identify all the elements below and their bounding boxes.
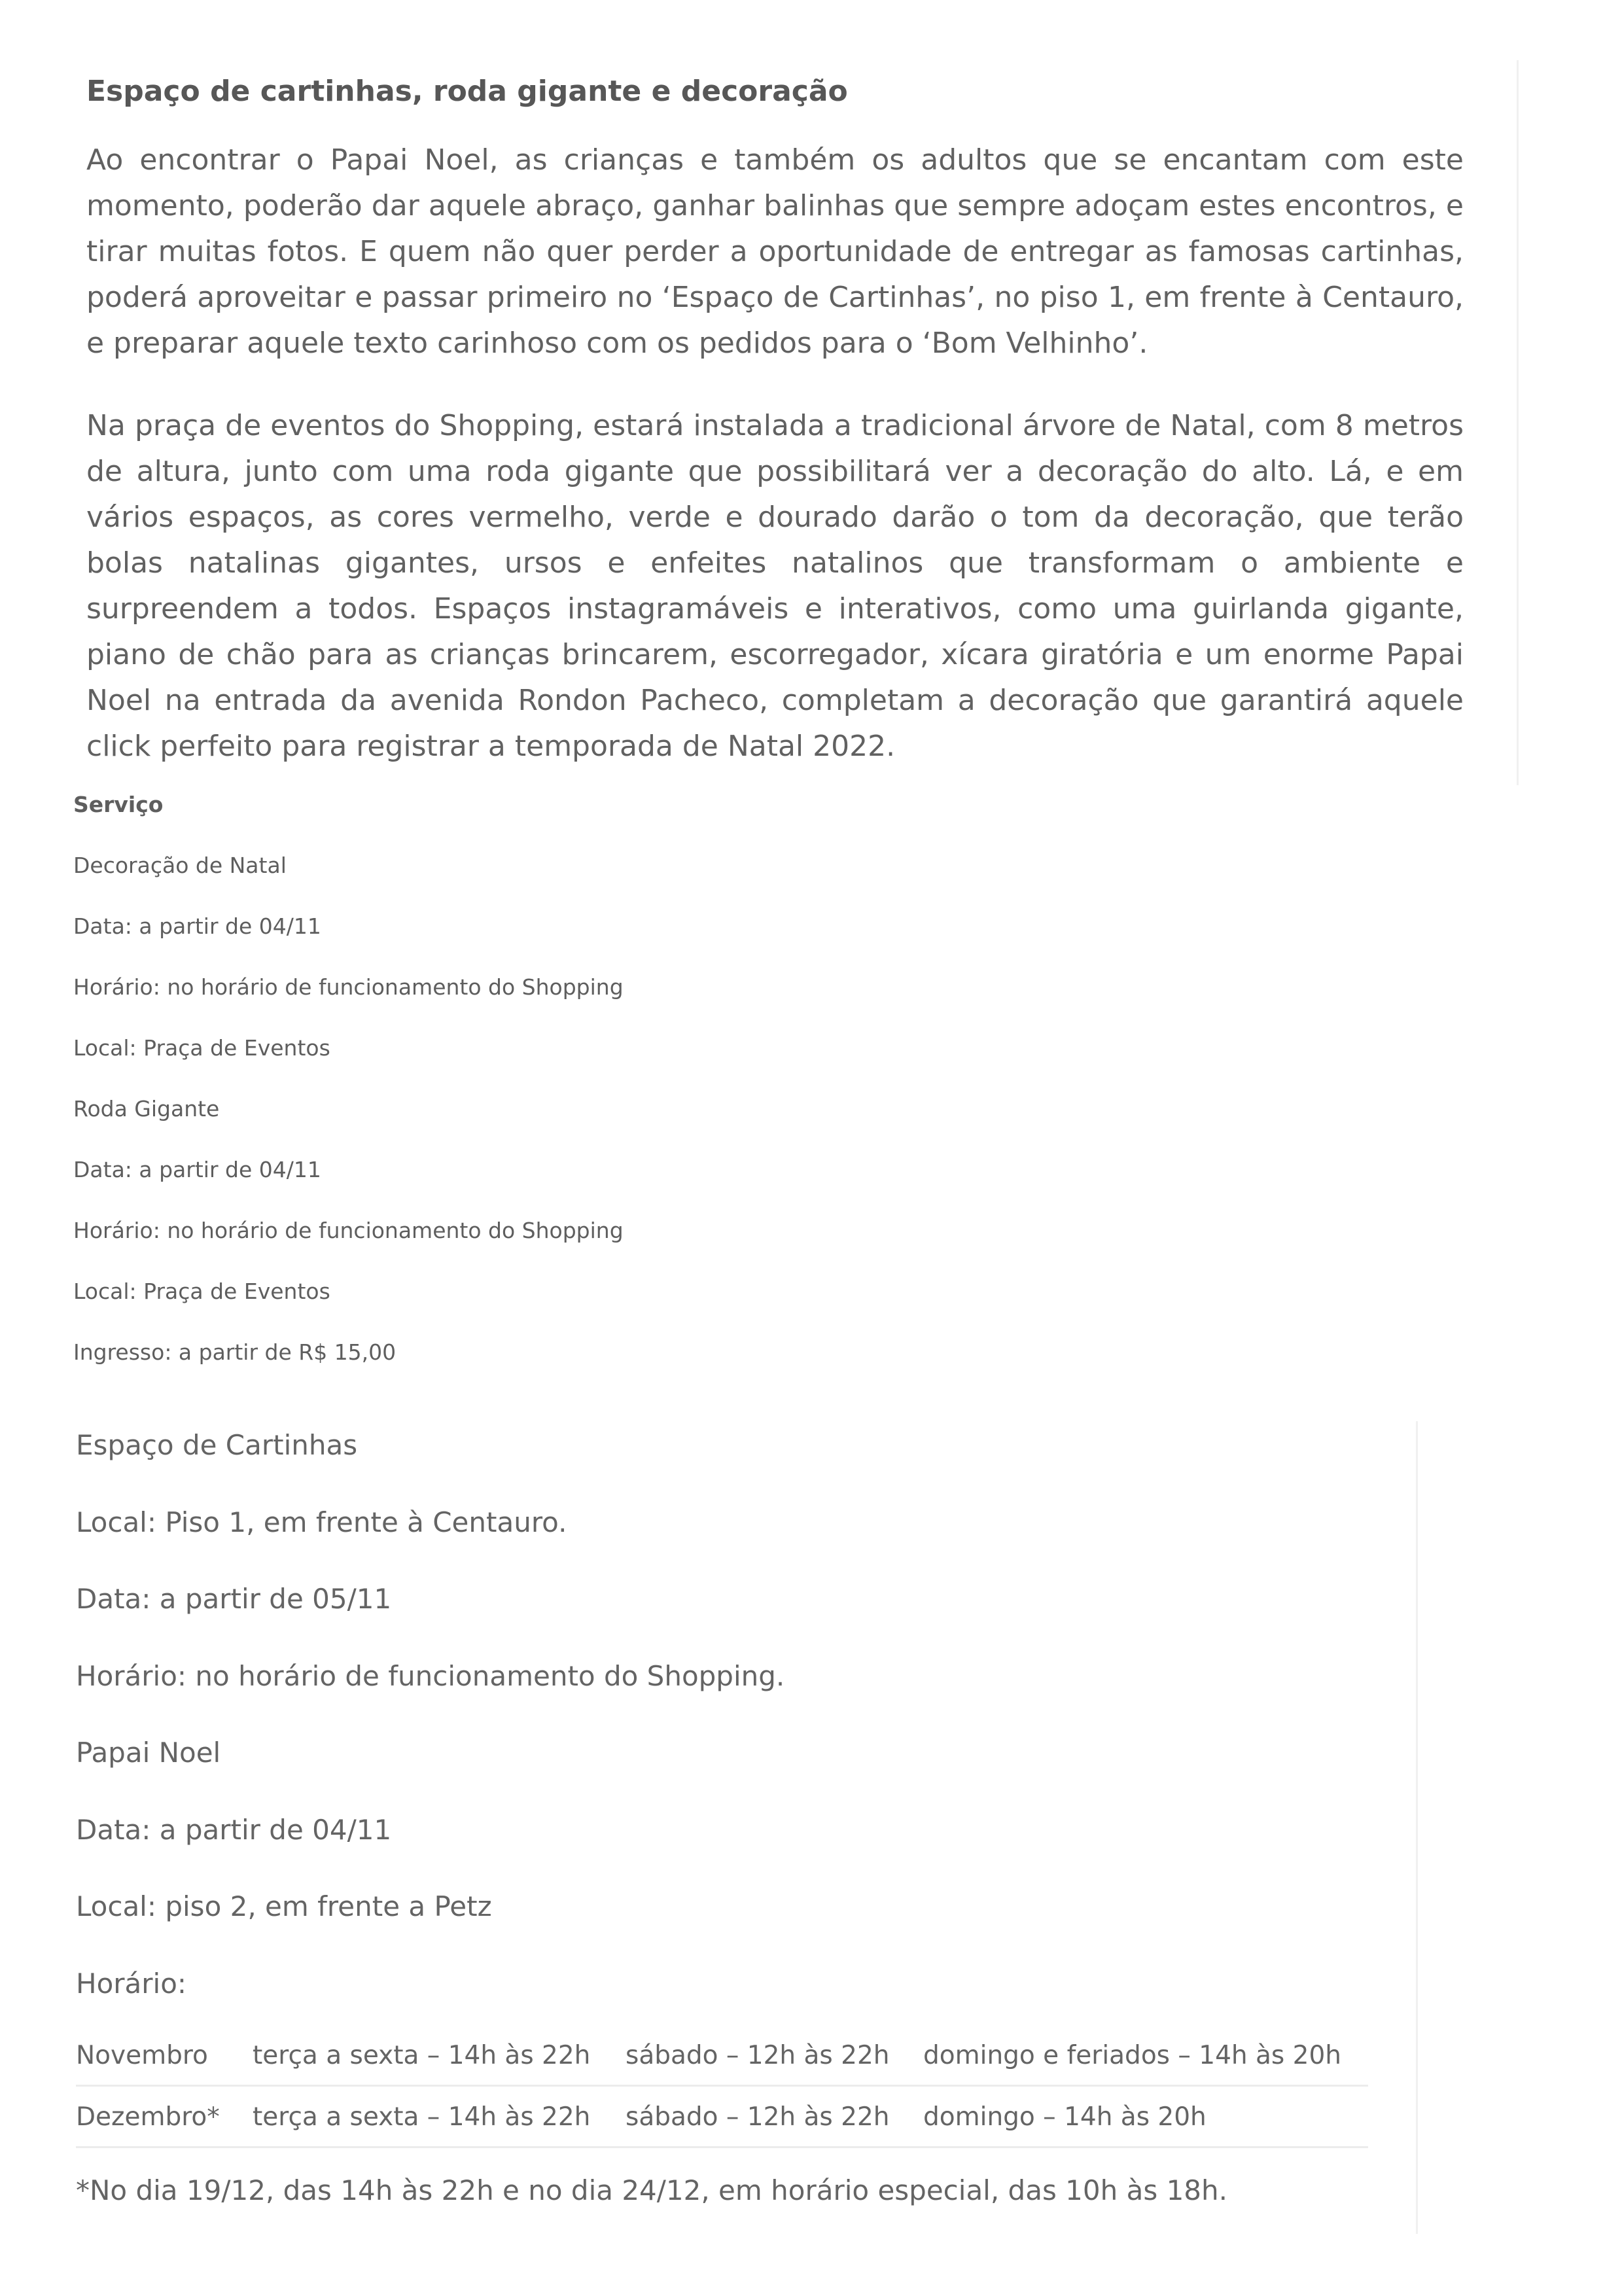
details-line: Data: a partir de 05/11 <box>76 1583 392 1615</box>
details-section <box>76 1428 1371 2208</box>
servico-title: Serviço <box>73 792 164 817</box>
details-line: Data: a partir de 04/11 <box>76 1813 392 1846</box>
table-cell: terça a sexta – 14h às 22h <box>253 2085 626 2147</box>
table-row <box>76 2025 1368 2086</box>
servico-line: Data: a partir de 04/11 <box>73 1157 321 1182</box>
servico-line: Local: Praça de Eventos <box>73 1279 330 1304</box>
servico-line: Horário: no horário de funcionamento do Shopping <box>73 974 624 1000</box>
table-cell: domingo e feriados – 14h às 20h <box>923 2025 1368 2086</box>
article-section <box>86 71 1464 769</box>
servico-line: Roda Gigante <box>73 1096 220 1122</box>
paragraph-decoracao: Na praça de eventos do Shopping, estará instalada a tradicional árvore de Natal, com 8 metros de altura, junto com uma roda gigante que possibilitará ver a decoração do alto. Lá, e em vários espaços, as cores vermelho, verde e dourado darão o tom da decoração, que terão bolas natalinas gigantes, ursos e enfeites natalinos que transformam o ambiente e surpreendem a todos. Espaços instagramáveis e interativos, como uma guirlanda gigante, piano de chão para as crianças brincarem, escorregador, xícara giratória e um enorme Papai Noel na entrada da avenida Rondon Pacheco, completam a decoração que garantirá aquele click perfeito para registrar a temporada de Natal 2022. <box>86 409 1464 763</box>
table-cell: sábado – 12h às 22h <box>626 2025 923 2086</box>
details-line: Espaço de Cartinhas <box>76 1429 358 1461</box>
paragraph-papai-noel: Ao encontrar o Papai Noel, as crianças e também os adultos que se encantam com este momento, poderão dar aquele abraço, ganhar balinhas que sempre adoçam estes encontros, e tirar muitas fotos. E quem não quer perder a oportunidade de entregar as famosas cartinhas, poderá aproveitar e passar primeiro no ‘Espaço de Cartinhas’, no piso 1, em frente à Centauro, e preparar aquele texto carinhoso com os pedidos para o ‘Bom Velhinho’. <box>86 143 1464 360</box>
table-cell: Dezembro* <box>76 2085 253 2147</box>
table-cell: Novembro <box>76 2025 253 2086</box>
servico-line: Decoração de Natal <box>73 853 287 878</box>
table-row <box>76 2085 1368 2147</box>
details-line: Horário: <box>76 1967 187 2000</box>
servico-line: Local: Praça de Eventos <box>73 1035 330 1061</box>
divider-line <box>1416 1421 1418 2234</box>
details-line: Local: piso 2, em frente a Petz <box>76 1890 492 1922</box>
table-cell: terça a sexta – 14h às 22h <box>253 2025 626 2086</box>
details-line: Horário: no horário de funcionamento do Shopping. <box>76 1659 785 1692</box>
servico-line: Horário: no horário de funcionamento do Shopping <box>73 1218 624 1243</box>
table-cell: sábado – 12h às 22h <box>626 2085 923 2147</box>
details-line: Local: Piso 1, em frente à Centauro. <box>76 1506 567 1538</box>
table-cell: domingo – 14h às 20h <box>923 2085 1368 2147</box>
hours-table <box>76 2025 1368 2148</box>
section-heading: Espaço de cartinhas, roda gigante e decoração <box>86 75 848 108</box>
servico-line: Data: a partir de 04/11 <box>73 913 321 939</box>
details-line: Papai Noel <box>76 1737 221 1769</box>
divider-line <box>1517 60 1519 785</box>
servico-line: Ingresso: a partir de R$ 15,00 <box>73 1339 397 1365</box>
servico-list <box>73 792 624 1400</box>
footnote: *No dia 19/12, das 14h às 22h e no dia 24/12, em horário especial, das 10h às 18h. <box>76 2174 1227 2206</box>
